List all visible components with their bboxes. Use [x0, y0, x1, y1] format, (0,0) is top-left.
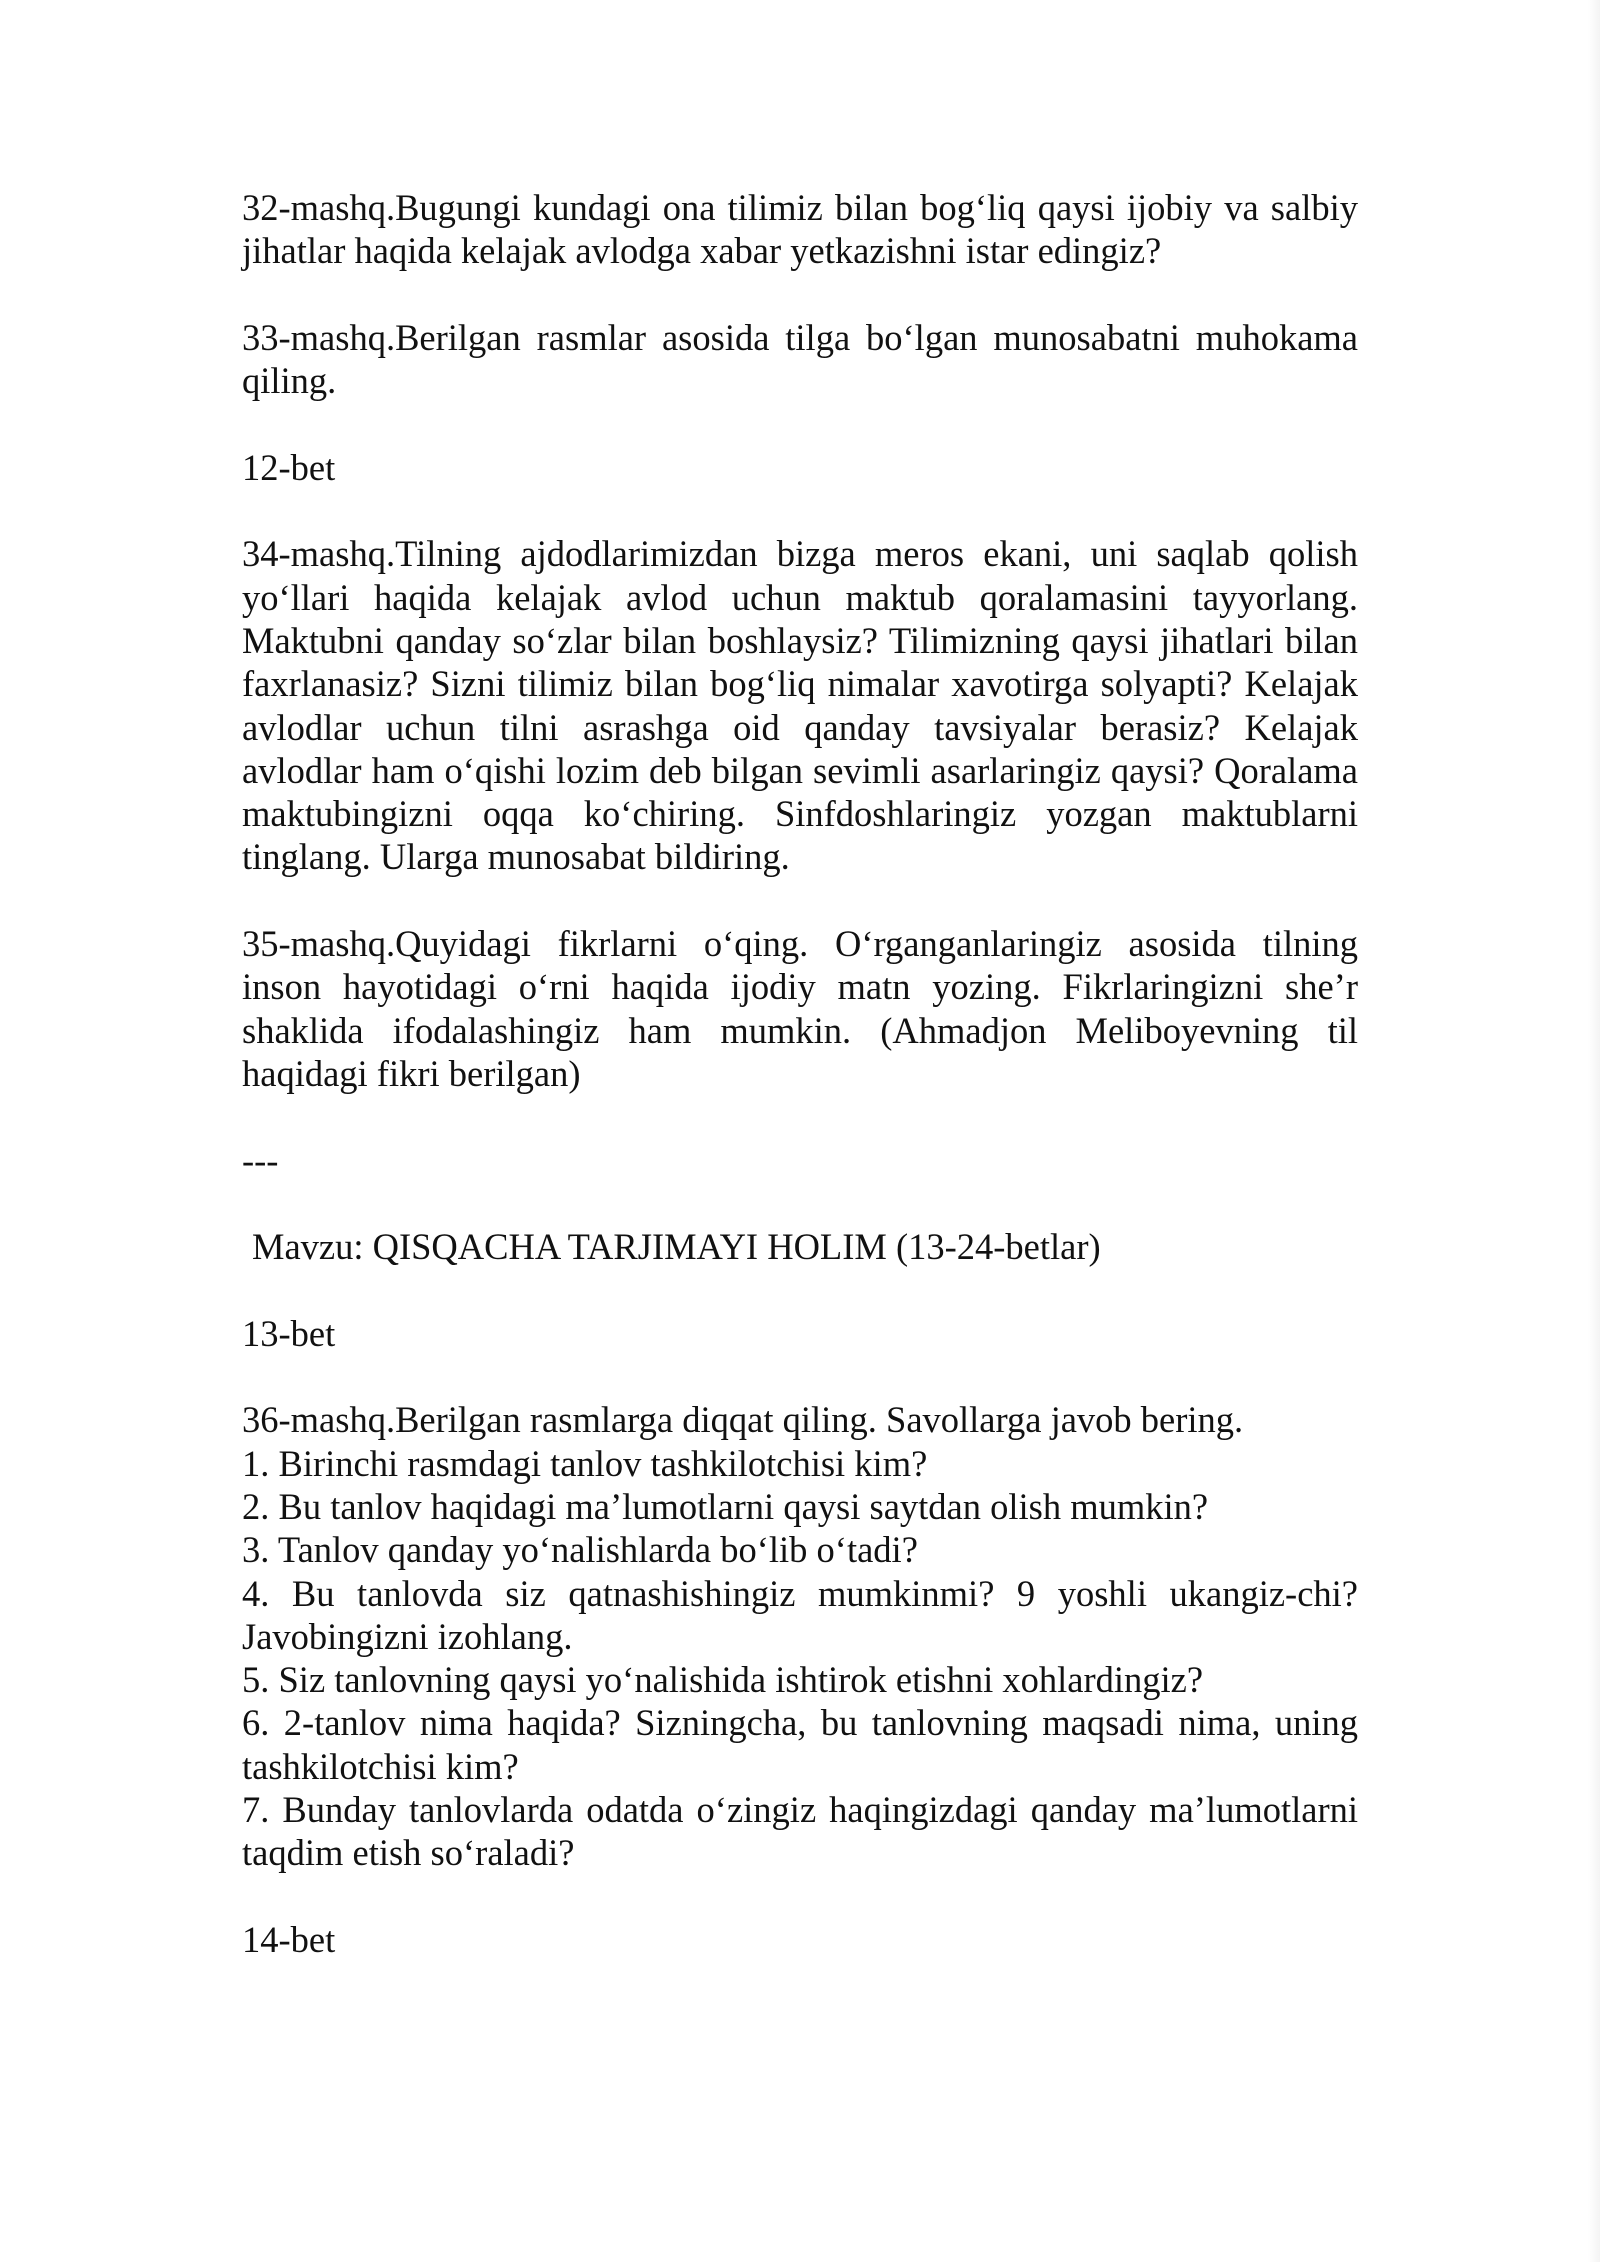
question-item: 1. Birinchi rasmdagi tanlov tashkilotchisi kim?	[242, 1442, 928, 1484]
question-item: 4. Bu tanlovda siz qatnashishingiz mumkinmi? 9 yoshli ukangiz-chi? Javobingizni izohlang.	[242, 1572, 1358, 1657]
question-item: 6. 2-tanlov nima haqida? Sizningcha, bu tanlovning maqsadi nima, uning tashkilotchisi kim?	[242, 1702, 1358, 1787]
page-edge-shadow	[1588, 0, 1600, 2262]
exercise-32: 32-mashq.Bugungi kundagi ona tilimiz bilan bog‘liq qaysi ijobiy va salbiy jihatlar haqida kelajak avlodga xabar yetkazishni istar edingiz?	[242, 187, 1358, 272]
document-page	[242, 186, 1358, 2004]
exercise-33: 33-mashq.Berilgan rasmlar asosida tilga bo‘lgan munosabatni muhokama qiling.	[242, 316, 1358, 402]
topic-heading: Mavzu: QISQACHA TARJIMAYI HOLIM (13-24-betlar)	[252, 1226, 1101, 1268]
page-number-13: 13-bet	[242, 1312, 336, 1354]
question-item: 3. Tanlov qanday yo‘nalishlarda bo‘lib o‘tadi?	[242, 1529, 918, 1571]
question-item: 5. Siz tanlovning qaysi yo‘nalishida ishtirok etishni xohlardingiz?	[242, 1659, 1204, 1701]
page-number-12: 12-bet	[242, 446, 336, 488]
question-item: 7. Bunday tanlovlarda odatda o‘zingiz haqingizdagi qanday ma’lumotlarni taqdim etish so‘raladi?	[242, 1788, 1358, 1874]
exercise-36	[242, 1398, 1358, 1874]
section-separator: ---	[242, 1139, 279, 1181]
question-item: 2. Bu tanlov haqidagi ma’lumotlarni qaysi saytdan olish mumkin?	[242, 1485, 1209, 1527]
exercise-34: 34-mashq.Tilning ajdodlarimizdan bizga meros ekani, uni saqlab qolish yo‘llari haqida kelajak avlod uchun maktub qoralamasini tayyorlang. Maktubni qanday so‘zlar bilan boshlaysiz? Tilimizning qaysi jihatlari bilan faxrlanasiz? Sizni tilimiz bilan bog‘liq nimalar xavotirga solyapti? Kelajak avlodlar uchun tilni asrashga oid qanday tavsiyalar berasiz? Kelajak avlodlar ham o‘qishi lozim deb bilgan sevimli asarlaringiz qaysi? Qoralama maktubingizni oqqa ko‘chiring. Sinfdoshlaringiz yozgan maktublarni tinglang. Ularga munosabat bildiring.	[242, 533, 1358, 878]
page-number-14: 14-bet	[242, 1918, 336, 1960]
exercise-35: 35-mashq.Quyidagi fikrlarni o‘qing. O‘rganganlaringiz asosida tilning inson hayotidagi o‘rni haqida ijodiy matn yozing. Fikrlaringizni she’r shaklida ifodalashingiz ham mumkin. (Ahmadjon Meliboyevning til haqidagi fikri berilgan)	[242, 923, 1358, 1094]
exercise-36-intro: 36-mashq.Berilgan rasmlarga diqqat qiling. Savollarga javob bering.	[242, 1399, 1244, 1441]
